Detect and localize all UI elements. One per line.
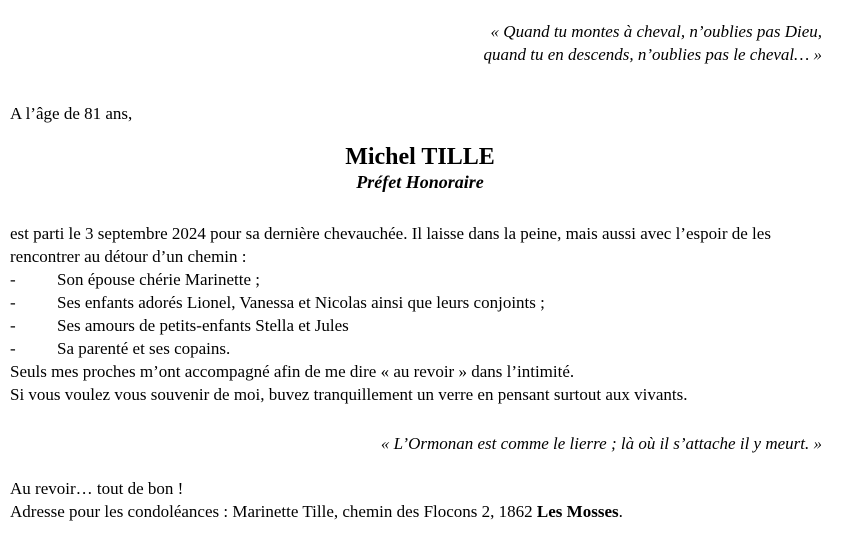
closing-line-2: Si vous voulez vous souvenir de moi, buvez tranquillement un verre en pensant surtout aux vivants. <box>10 385 688 404</box>
list-item-text: Ses amours de petits-enfants Stella et Jules <box>57 316 349 335</box>
list-item <box>10 314 830 337</box>
list-item-text: Son épouse chérie Marinette ; <box>57 270 260 289</box>
closing-line-1: Seuls mes proches m’ont accompagné afin de me dire « au revoir » dans l’intimité. <box>10 362 575 381</box>
list-item-text: Ses enfants adorés Lionel, Vanessa et Nicolas ainsi que leurs conjoints ; <box>57 293 545 312</box>
condolence-address-text: Adresse pour les condoléances : Marinette Tille, chemin des Flocons 2, 1862 <box>10 502 537 521</box>
age-intro: A l’âge de 81 ans, <box>10 104 133 123</box>
main-paragraph: est parti le 3 septembre 2024 pour sa dernière chevauchée. Il laisse dans la peine, mais aussi avec l’espoir de les rencontrer au détour d’un chemin : <box>10 224 771 266</box>
list-dash: - <box>10 316 16 335</box>
deceased-name: Michel TILLE <box>345 144 495 170</box>
list-item <box>10 268 830 291</box>
condolence-address-town: Les Mosses <box>536 502 619 521</box>
condolence-address-period: . <box>618 502 623 521</box>
list-item <box>10 291 830 314</box>
list-item-text: Sa parenté et ses copains. <box>57 339 231 358</box>
family-list <box>10 268 830 360</box>
list-item <box>10 337 830 360</box>
opening-quote <box>10 20 830 66</box>
opening-quote-line-2: quand tu en descends, n’oublies pas le cheval… » <box>483 45 822 64</box>
deceased-title: Préfet Honoraire <box>356 172 484 192</box>
goodbye-line: Au revoir… tout de bon ! <box>10 479 184 498</box>
opening-quote-line-1: « Quand tu montes à cheval, n’oublies pas Dieu, <box>490 22 822 41</box>
list-dash: - <box>10 293 16 312</box>
list-dash: - <box>10 339 16 358</box>
list-dash: - <box>10 270 16 289</box>
condolence-address-line <box>10 500 830 523</box>
second-quote: « L’Ormonan est comme le lierre ; là où il s’attache il y meurt. » <box>380 434 822 453</box>
